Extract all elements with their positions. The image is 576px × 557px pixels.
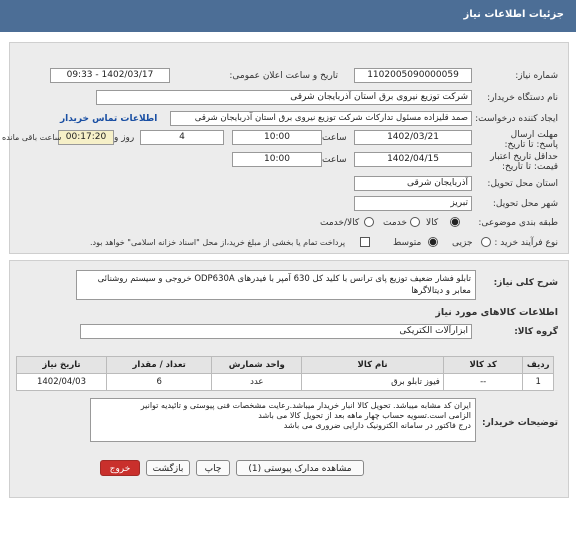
days-label: روز و [114,133,135,143]
summary-field: تابلو فشار ضعیف توزیع پای ترانس با کلید کل 630 آمپر با فیدرهای ODP630A خروجی و سیستم روشنائی معابر و دیتالاگرها [76,270,476,300]
goods-group-label: گروه کالا: [514,327,558,337]
process-label: نوع فرآیند خرید : [494,238,558,248]
category-option-service: خدمت [383,218,407,228]
category-label: طبقه بندی موضوعی: [478,218,558,228]
city-label: شهر محل تحویل: [492,199,558,209]
category-option-goods: کالا [426,218,439,228]
table-header-row [17,357,554,374]
cell-row-number: 1 [523,374,554,391]
buyer-notes-field [90,398,476,442]
province-label: استان محل تحویل: [487,179,558,189]
column-header-need-date: تاریخ نیاز [17,357,107,374]
process-option-medium: متوسط [393,238,422,248]
need-number-label: شماره نیاز: [515,71,558,81]
column-header-quantity: تعداد / مقدار [106,357,211,374]
announce-label: تاریخ و ساعت اعلان عمومی: [229,71,338,81]
buyer-notes-line: ایران کد مشابه میباشد. تحویل کالا انبار خریدار میباشد.رعایت مشخصات فنی پیوستی و تائیدیه توانیر [140,401,471,410]
buyer-notes-line: الزامی است.تسویه حساب چهار ماهه بعد از تحویل کالا می باشد [258,411,471,420]
goods-group-field: ابزارآلات الکتریکی [80,324,472,339]
process-radio-minor[interactable] [481,237,491,247]
exit-button[interactable]: خروج [100,460,140,476]
treasury-payment-checkbox[interactable] [360,237,370,247]
cell-unit: عدد [212,374,302,391]
column-header-row-number: ردیف [523,357,554,374]
buyer-contact-link[interactable]: اطلاعات تماس خریدار [60,114,158,124]
days-remaining-field: 4 [140,130,224,145]
category-radio-goods[interactable] [450,217,460,227]
price-validity-time-label: ساعت [322,155,347,165]
cell-goods-name: فیوز تابلو برق [302,374,444,391]
print-button[interactable]: چاپ [196,460,230,476]
deadline-date-field: 1402/03/21 [354,130,472,145]
price-validity-date-field: 1402/04/15 [354,152,472,167]
creator-label: ایجاد کننده درخواست: [475,114,558,124]
category-radio-goods-service[interactable] [364,217,374,227]
cell-goods-code: -- [443,374,523,391]
goods-table [16,356,554,391]
view-attachments-button[interactable]: مشاهده مدارک پیوستی (1) [236,460,364,476]
city-field: تبریز [354,196,472,211]
need-number-field: 1102005090000059 [354,68,472,83]
column-header-goods-code: کد کالا [443,357,523,374]
category-option-goods-service: کالا/خدمت [320,218,360,228]
price-validity-time-field: 10:00 [232,152,322,167]
treasury-payment-note: پرداخت تمام یا بخشی از مبلغ خرید،از محل "اسناد خزانه اسلامی" خواهد بود. [90,238,346,247]
province-field: آذربایجان شرقی [354,176,472,191]
cell-quantity: 6 [106,374,211,391]
creator-field: صمد قلیزاده مسئول تدارکات شرکت توزیع نیروی برق استان آذربایجان شرقی [170,111,472,126]
deadline-time-field: 10:00 [232,130,322,145]
page-title: جزئیات اطلاعات نیاز [463,9,564,20]
back-button[interactable]: بازگشت [146,460,190,476]
process-option-minor: جزیی [452,238,473,248]
time-remaining-label: ساعت باقی مانده [2,133,62,142]
table-row [17,374,554,391]
buyer-field: شرکت توزیع نیروی برق استان آذربایجان شرقی [96,90,472,105]
cell-need-date: 1402/04/03 [17,374,107,391]
announce-field: 1402/03/17 - 09:33 [50,68,170,83]
buyer-notes-label: توضیحات خریدار: [482,418,558,428]
process-radio-medium[interactable] [428,237,438,247]
summary-label: شرح کلی نیاز: [493,278,558,288]
title-bar [0,0,576,32]
category-radio-service[interactable] [410,217,420,227]
buyer-notes-line: درج فاکتور در سامانه الکترونیک دارایی ضروری می باشد [283,421,471,430]
time-remaining-field: 00:17:20 [58,130,114,145]
price-validity-label: حداقل تاریخ اعتبار قیمت: تا تاریخ: [490,152,558,172]
buyer-label: نام دستگاه خریدار: [487,93,558,103]
deadline-label: مهلت ارسال پاسخ: تا تاریخ: [504,130,558,150]
column-header-unit: واحد شمارش [212,357,302,374]
goods-info-title: اطلاعات کالاهای مورد نیاز [435,307,558,318]
deadline-time-label: ساعت [322,133,347,143]
column-header-goods-name: نام کالا [302,357,444,374]
